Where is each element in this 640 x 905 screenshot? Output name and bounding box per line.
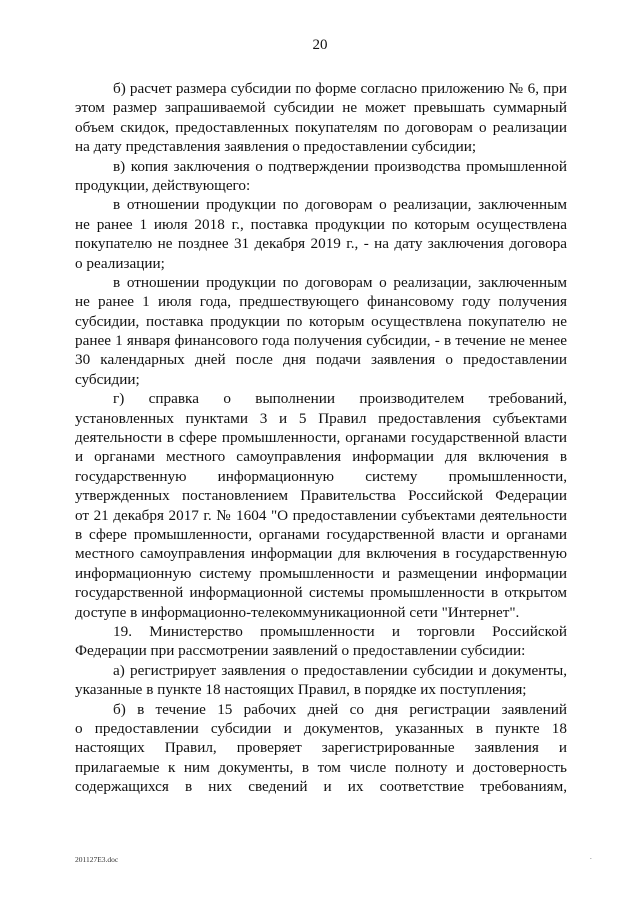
text-line: о реализации; [75,254,165,272]
text-line: 19. Министерство промышленности и торговли Российской [113,622,567,640]
text-line: доступе в информационно-телекоммуникационной сети "Интернет". [75,603,520,621]
text-line: 30 календарных дней после дня подачи заявления о предоставлении [75,351,567,369]
text-line: деятельности в сфере промышленности, органами государственной власти [75,429,567,447]
text-line: в сфере промышленности, органами государственной власти и органами [75,525,567,543]
text-line: установленных пунктами 3 и 5 Правил предоставления субъектами [75,409,567,427]
text-line: государственной информационной системы промышленности в открытом [75,584,567,602]
text-line: утвержденных постановлением Правительства Российской Федерации [75,487,567,505]
text-line: объем скидок, предоставленных покупателям по договорам о реализации [75,118,567,136]
text-line: продукции, действующего: [75,176,251,194]
text-line: не ранее 1 июля года, предшествующего финансовому году получения [75,293,567,311]
text-line: в отношении продукции по договорам о реализации, заключенным [113,273,567,291]
text-line: субсидии, поставка продукции по которым осуществлена покупателю не [75,312,567,330]
text-line: на дату представления заявления о предоставлении субсидии; [75,138,477,156]
text-line: не ранее 1 июля 2018 г., поставка продукции по которым осуществлена [75,215,567,233]
document-body [75,79,567,796]
text-line: ранее 1 января финансового года получения субсидии, - в течение не менее [75,332,567,350]
text-line: от 21 декабря 2017 г. № 1604 "О предоставлении субъектами деятельности [75,506,567,524]
text-line: о предоставлении субсидии и документов, указанных в пункте 18 [75,719,567,737]
text-line: в отношении продукции по договорам о реализации, заключенным [113,196,567,214]
text-line: Федерации при рассмотрении заявлений о предоставлении субсидии: [75,642,526,660]
text-line: государственную информационную систему промышленности, [75,467,567,485]
text-line: б) в течение 15 рабочих дней со дня регистрации заявлений [113,700,567,718]
text-line: информационную систему промышленности и размещении информации [75,564,567,582]
text-line: этом размер запрашиваемой субсидии не может превышать суммарный [75,99,567,117]
text-line: г) справка о выполнении производителем требований, [113,390,567,408]
text-line: местного самоуправления информации для включения в государственную [75,545,567,563]
text-line: настоящих Правил, проверяет зарегистрированные заявления и [75,739,567,757]
page-number: 20 [312,37,328,53]
text-line: содержащихся в них сведений и их соответствие требованиям, [75,778,567,796]
footer-mark: . [590,853,592,861]
text-line: а) регистрирует заявления о предоставлении субсидии и документы, [113,661,567,679]
text-line: и органами местного самоуправления информации для включения в [75,448,567,466]
text-line: в) копия заключения о подтверждении производства промышленной [113,157,567,175]
footer-file-code: 201127E3.doc [75,855,119,864]
text-line: б) расчет размера субсидии по форме согласно приложению № 6, при [113,80,567,97]
text-line: указанные в пункте 18 настоящих Правил, в порядке их поступления; [75,681,527,699]
text-line: прилагаемые к ним документы, в том числе полноту и достоверность [75,758,567,776]
text-line: покупателю не позднее 31 декабря 2019 г., - на дату заключения договора [75,235,567,253]
text-line: субсидии; [75,370,140,388]
